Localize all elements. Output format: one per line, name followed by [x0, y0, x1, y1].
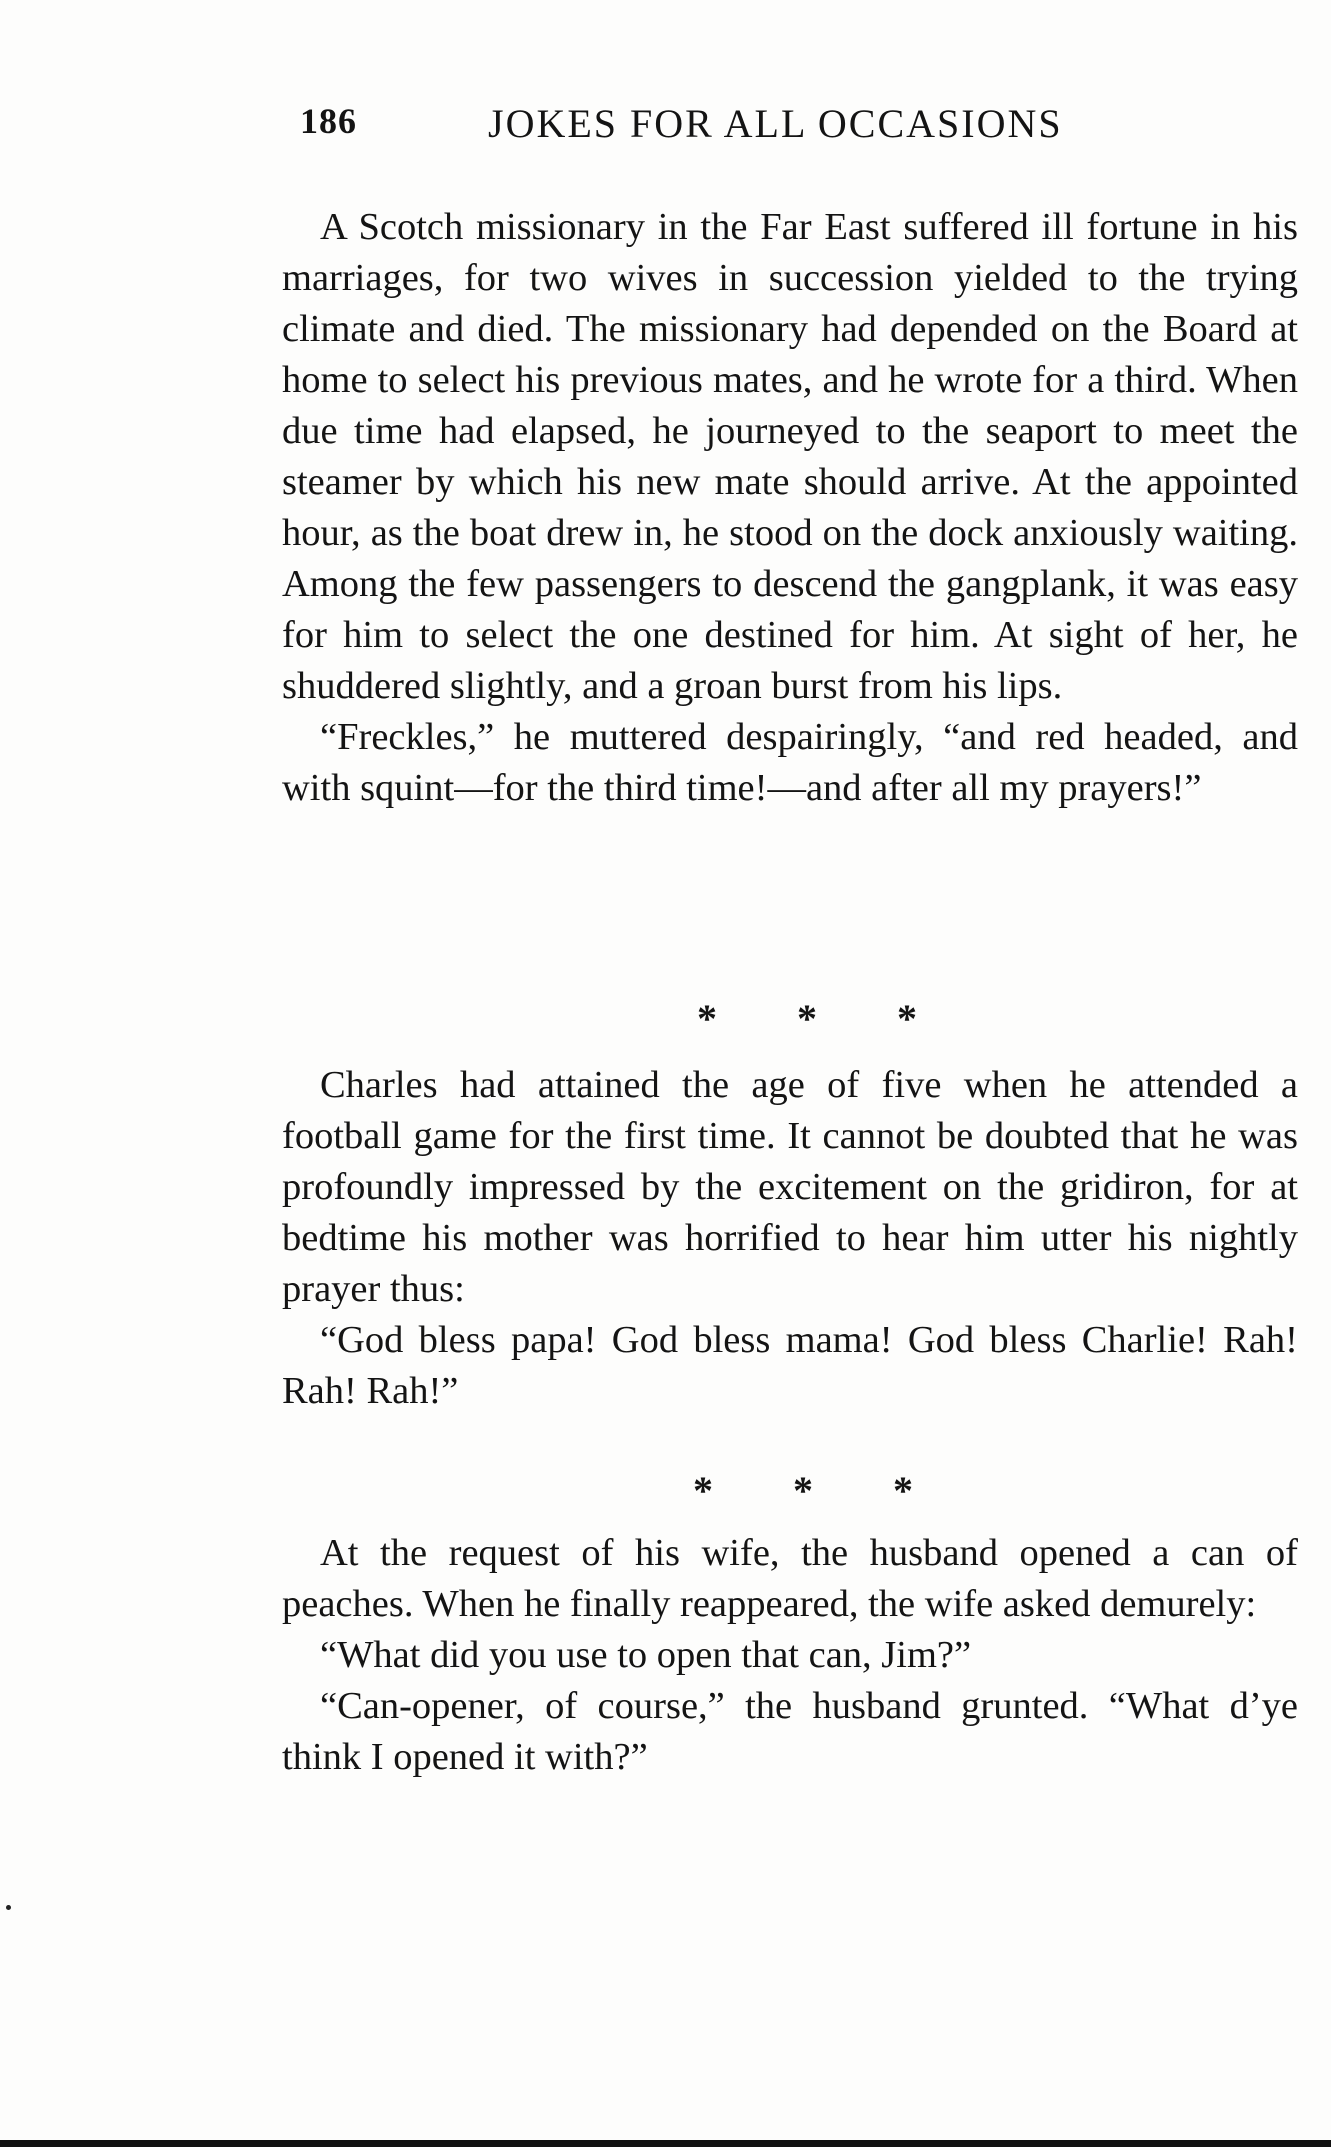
- page-number: 186: [300, 101, 357, 141]
- joke-paragraph: “God bless papa! God bless mama! God bless Charlie! Rah! Rah! Rah!”: [282, 1319, 1298, 1412]
- joke-paragraph: “What did you use to open that can, Jim?”: [320, 1634, 972, 1676]
- page-edge-rule: [0, 2140, 1331, 2147]
- asterisk: *: [693, 1468, 713, 1513]
- joke-football: [282, 1060, 1298, 1417]
- asterisk: *: [893, 1468, 913, 1513]
- section-separator: [687, 995, 927, 1041]
- joke-paragraph: Charles had attained the age of five when he attended a football game for the first time. It cannot be doubted that he was profoundly impressed by the excitement on the gridiron, for at bedtime his mother was horrified to hear him utter his nightly prayer thus:: [282, 1064, 1298, 1310]
- running-title: JOKES FOR ALL OCCASIONS: [488, 101, 1063, 146]
- asterisk: *: [697, 996, 717, 1041]
- page-header: [300, 100, 1300, 160]
- joke-paragraph: At the request of his wife, the husband opened a can of peaches. When he finally reappeared, the wife asked demurely:: [282, 1532, 1298, 1625]
- asterisk: *: [797, 996, 817, 1041]
- section-separator: [683, 1467, 923, 1513]
- asterisk: *: [793, 1468, 813, 1513]
- joke-can-opener: [282, 1528, 1298, 1783]
- joke-missionary: [282, 202, 1298, 814]
- joke-paragraph: A Scotch missionary in the Far East suffered ill fortune in his marriages, for two wives in succession yielded to the trying climate and died. The missionary had depended on the Board at home to select his previous mates, and he wrote for a third. When due time had elapsed, he journeyed to the seaport to meet the steamer by which his new mate should arrive. At the appointed hour, as the boat drew in, he stood on the dock anxiously waiting. Among the few passengers to descend the gangplank, it was easy for him to select the one destined for him. At sight of her, he shuddered slightly, and a groan burst from his lips.: [282, 206, 1298, 707]
- asterisk: *: [897, 996, 917, 1041]
- ink-speck: [6, 1905, 11, 1910]
- joke-paragraph: “Freckles,” he muttered despairingly, “and red headed, and with squint—for the third time!—and after all my prayers!”: [282, 716, 1298, 809]
- joke-paragraph: “Can-opener, of course,” the husband grunted. “What d’ye think I opened it with?”: [282, 1685, 1298, 1778]
